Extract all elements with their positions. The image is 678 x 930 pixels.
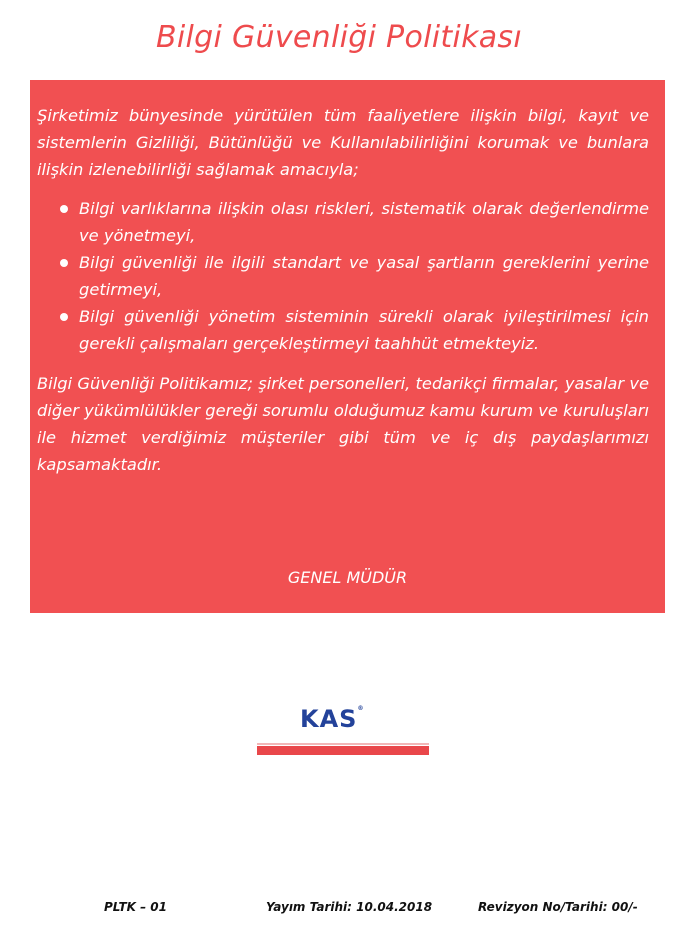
policy-panel bbox=[30, 80, 665, 613]
list-item-text: Bilgi güvenliği ile ilgili standart ve yasal şartların gereklerini yerine getirmeyi, bbox=[79, 253, 649, 299]
logo-text: KAS bbox=[300, 705, 358, 733]
publish-date: Yayım Tarihi: 10.04.2018 bbox=[266, 900, 433, 914]
logo-underline bbox=[257, 746, 429, 755]
bullet-icon bbox=[60, 313, 68, 321]
signature: GENEL MÜDÜR bbox=[287, 568, 408, 587]
page-title: Bilgi Güvenliği Politikası bbox=[156, 20, 522, 55]
registered-mark: ® bbox=[357, 705, 365, 712]
list-item bbox=[79, 249, 649, 303]
list-item bbox=[79, 195, 649, 249]
company-logo bbox=[300, 705, 392, 733]
logo-underline-light bbox=[257, 743, 429, 745]
revision-info: Revizyon No/Tarihi: 00/- bbox=[478, 900, 638, 914]
bullet-icon bbox=[60, 259, 68, 267]
list-item-text: Bilgi varlıklarına ilişkin olası riskleri, sistematik olarak değerlendirme ve yönetmeyi, bbox=[79, 199, 649, 245]
commitments-list bbox=[37, 195, 649, 357]
doc-code: PLTK – 01 bbox=[104, 900, 167, 914]
list-item bbox=[79, 303, 649, 357]
bullet-icon bbox=[60, 205, 68, 213]
intro-paragraph: Şirketimiz bünyesinde yürütülen tüm faaliyetlere ilişkin bilgi, kayıt ve sistemlerin Gizliliği, Bütünlüğü ve Kullanılabilirliğini korumak ve bunlara ilişkin izlenebilirliği sağlamak amacıyla; bbox=[37, 106, 649, 179]
scope-paragraph: Bilgi Güvenliği Politikamız; şirket personelleri, tedarikçi firmalar, yasalar ve diğer yükümlülükler gereği sorumlu olduğumuz kamu kurum ve kuruluşları ile hizmet verdiğimiz müşteriler gibi tüm ve iç dış paydaşlarımızı kapsamaktadır. bbox=[37, 374, 649, 474]
list-item-text: Bilgi güvenliği yönetim sisteminin sürekli olarak iyileştirilmesi için gerekli çalışmaları gerçekleştirmeyi taahhüt etmekteyiz. bbox=[79, 307, 649, 353]
